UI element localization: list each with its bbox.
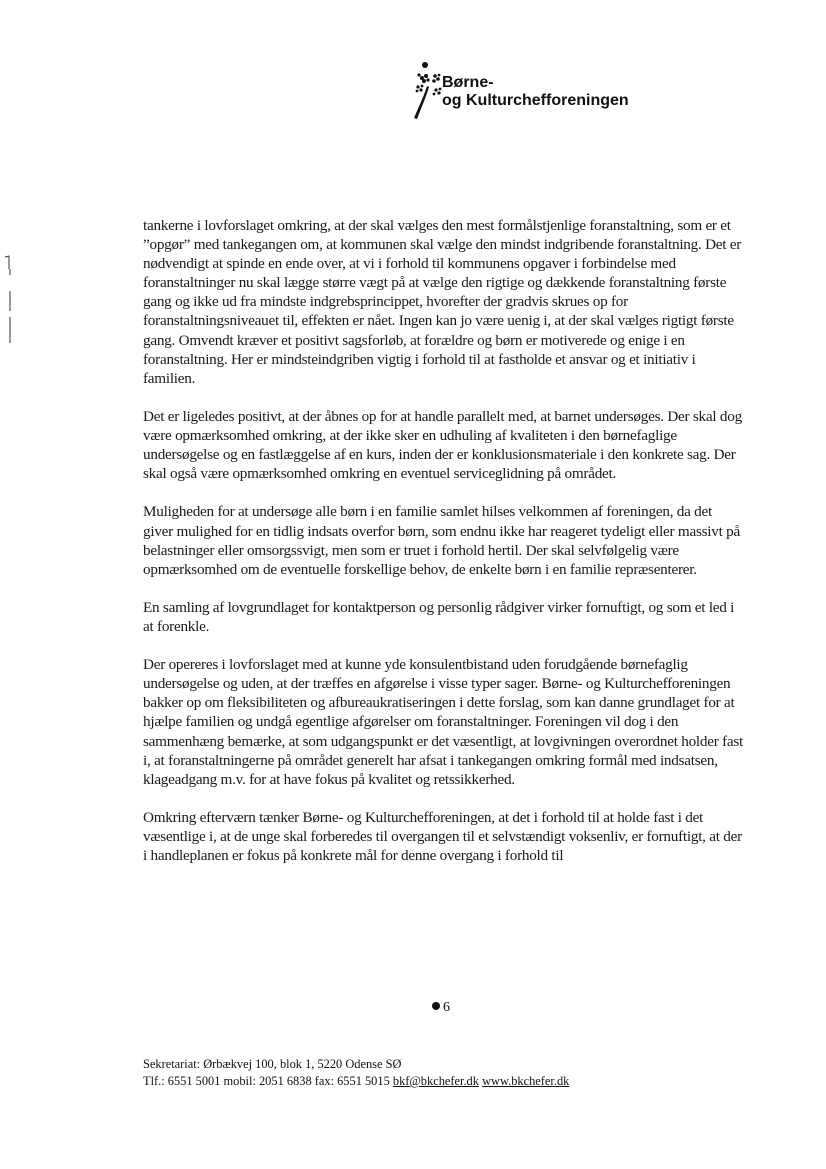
bullet-icon — [432, 1002, 440, 1010]
paragraph: Muligheden for at undersøge alle børn i en familie samlet hilses velkommen af foreningen, da det giver mulighed for en tidlig indsats overfor børn, som endnu ikke har reageret tydeligt eller massivt på belastninger eller omsorgssvigt, men som er truet i forhold hertil. Der skal selvfølgelig være opmærksomhed om de eventuelle forskellige behov, de enkelte børn i en familie repræsenterer. — [143, 503, 740, 578]
paragraph: Omkring efterværn tænker Børne- og Kulturchefforeningen, at det i forhold til at holde fast i det væsentlige i, at de unge skal forberedes til overgangen til et selvstændigt voksenliv, er fornuftigt, at der i handleplanen er fokus på konkrete mål for denne overgang i forhold til — [143, 808, 742, 865]
paragraph: En samling af lovgrundlaget for kontaktperson og personlig rådgiver virker fornuftigt, og som et led i at forenkle. — [143, 598, 735, 635]
letter-body — [143, 216, 743, 884]
logo-line-2: og Kulturchefforeningen — [442, 92, 629, 109]
page-number — [432, 1000, 450, 1016]
paragraph: tankerne i lovforslaget omkring, at der skal vælges den mest formålstjenlige foranstaltning, som er et ”opgør” med tankegangen om, at kommunen skal vælge den mindst indgribende foranstaltning. Det er nødvendigt at spinde en ende over, at vi i forhold til kommunens opgaver i forbindelse med foranstaltninger nu skal lægge større vægt på at vælge den rigtige og dækkende foranstaltning første gang og ikke ud fra mindste indgrebsprincippet, hvorefter der gradvis skrues op for foranstaltningsniveauet til, effekten er nået. Ingen kan jo være uenig i, at der skal vælges rigtigt første gang. Omvendt kræver et positivt sagsforløb, at forældre og børn er motiverede og enige i en foranstaltning. Her er mindsteindgriben vigtig i forhold til at fastholde et ansvar og et initiativ i familien. — [143, 217, 742, 387]
email-link[interactable]: bkf@bkchefer.dk — [392, 1074, 479, 1088]
letterhead-footer — [143, 1056, 703, 1090]
flower-logo-icon — [412, 60, 446, 130]
page-number-value: 6 — [443, 1000, 450, 1015]
scan-margin-marks — [0, 255, 20, 355]
footer-address: Sekretariat: Ørbækvej 100, blok 1, 5220 Odense SØ — [143, 1057, 402, 1071]
organization-logo — [412, 60, 672, 130]
footer-phone-numbers: Tlf.: 6551 5001 mobil: 2051 6838 fax: 6551 5015 — [143, 1074, 393, 1088]
paragraph: Der opereres i lovforslaget med at kunne yde konsulentbistand uden forudgående børnefaglig undersøgelse og uden, at der træffes en afgørelse i visse typer sager. Børne- og Kulturchefforeningen bakker op om fleksibiliteten og afbureaukratiseringen i dette forslag, som kan danne grundlaget for at hjælpe familien og undgå egentlige afgørelser om foranstaltninger. Foreningen vil dog i den sammenhæng bemærke, at som udgangspunkt er det væsentligt, at lovgivningen overordnet holder fast i, at foranstaltningerne på området generelt har afsat i tankegangen omkring formål med indsatsen, klageadgang m.v. for at have fokus på kvalitet og retssikkerhed. — [143, 656, 744, 788]
logo-line-1: Børne- — [442, 74, 494, 91]
footer-contact — [143, 1073, 703, 1090]
paragraph: Det er ligeledes positivt, at der åbnes op for at handle parallelt med, at barnet undersøges. Der skal dog være opmærksomhed omkring, at der ikke sker en udhuling af kvaliteten i den børnefaglige undersøgelse og en fastlæggelse af en kurs, inden der er konklusionsmateriale i den konkrete sag. Der skal også være opmærksomhed omkring en eventuel serviceglidning på området. — [143, 407, 742, 483]
website-link[interactable]: www.bkchefer.dk — [482, 1074, 570, 1088]
logo-wordmark — [442, 74, 629, 110]
